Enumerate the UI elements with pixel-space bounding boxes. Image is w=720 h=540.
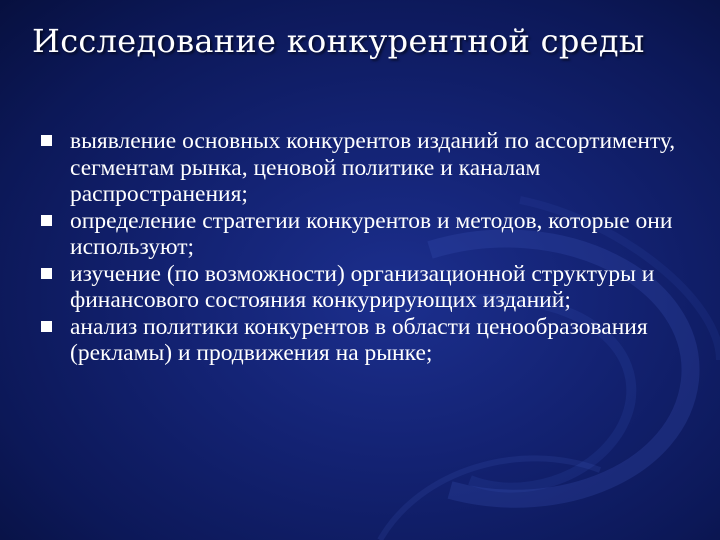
square-bullet-icon bbox=[41, 268, 52, 279]
bullet-text: выявление основных конкурентов изданий по ассортименту, сегментам рынка, ценовой политике и каналам распространения; bbox=[70, 128, 676, 207]
bullet-item-pricing bbox=[40, 314, 680, 367]
bullet-list bbox=[40, 128, 680, 367]
bullet-text: изучение (по возможности) организационной структуры и финансового состояния конкурирующих изданий; bbox=[70, 260, 655, 313]
bullet-text: анализ политики конкурентов в области ценообразования (рекламы) и продвижения на рынке; bbox=[70, 313, 648, 366]
square-bullet-icon bbox=[41, 135, 52, 146]
bullet-item-structure bbox=[40, 261, 680, 314]
square-bullet-icon bbox=[41, 215, 52, 226]
square-bullet-icon bbox=[41, 321, 52, 332]
bullet-item-competitors bbox=[40, 128, 680, 208]
slide-title: Исследование конкурентной среды bbox=[32, 22, 645, 60]
bullet-text: определение стратегии конкурентов и методов, которые они используют; bbox=[70, 207, 673, 260]
bullet-item-strategy bbox=[40, 208, 680, 261]
